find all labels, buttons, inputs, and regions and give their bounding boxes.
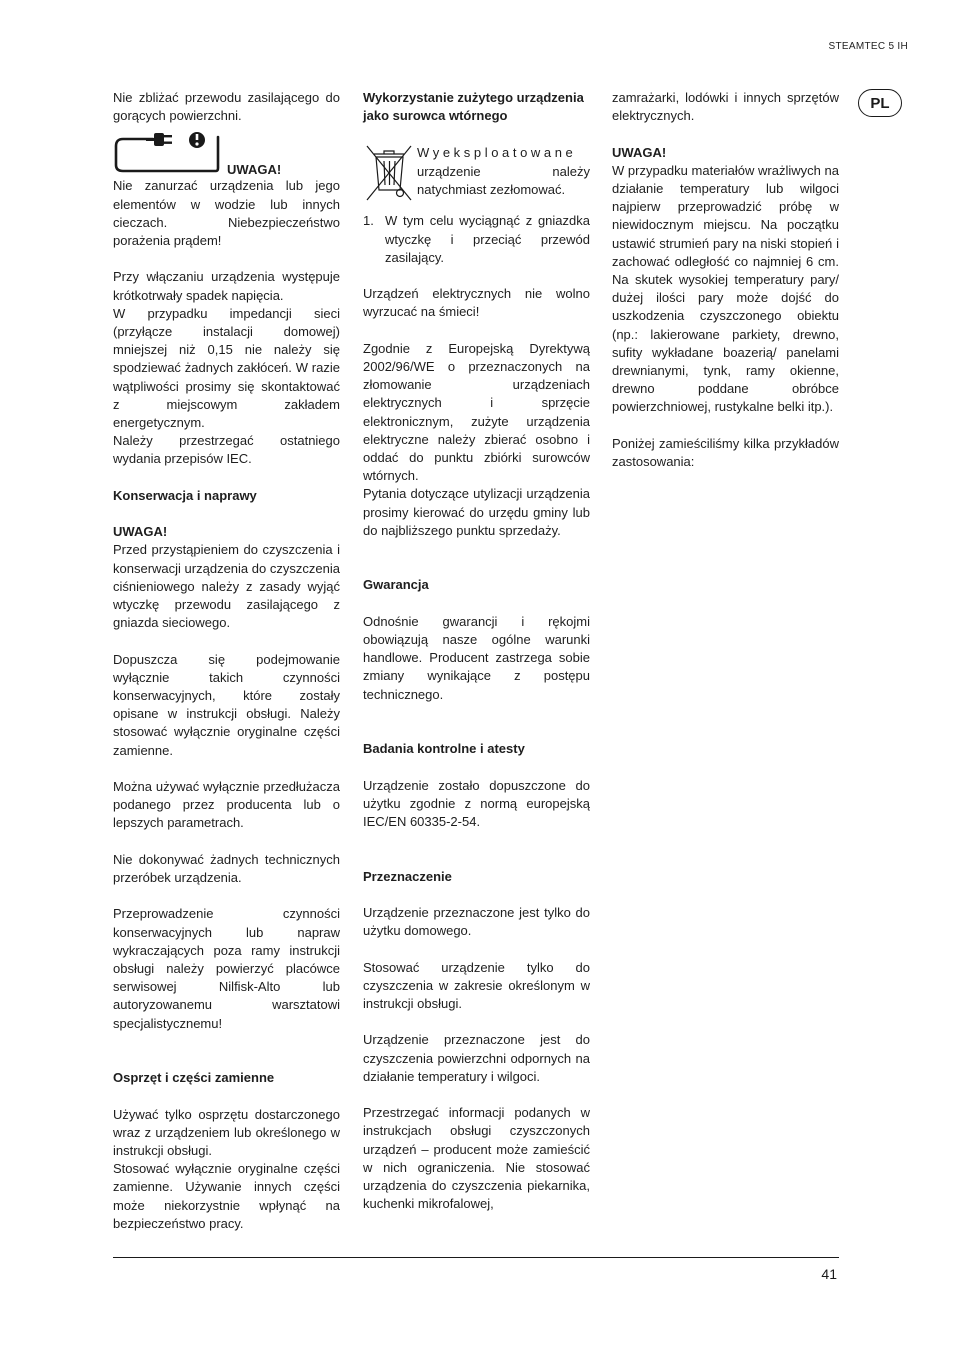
paragraph: Nie dokonywać żadnych technicznych przeróbek urządzenia. — [113, 851, 340, 886]
column-3 — [612, 89, 839, 471]
power-plug-warning-icon — [113, 131, 221, 177]
paragraph: Nie zanurzać urządzenia lub jego elementów w wodzie lub innych cieczach. Niebezpieczeństwo porażenia prądem! — [113, 178, 340, 249]
list-item — [363, 212, 590, 267]
paragraph: Można używać wyłącznie przedłużacza podanego przez producenta lub o lepszych parametrach. — [113, 779, 340, 831]
section-heading: Badania kontrolne i atesty — [363, 741, 525, 757]
column-1 — [113, 89, 340, 1233]
document-header-model: STEAMTEC 5 IH — [828, 41, 908, 52]
paragraph: Poniżej zamieściliśmy kilka przykładów zastosowania: — [612, 435, 839, 470]
paragraph: Stosować wyłącznie oryginalne części zamienne. Używanie innych części może niekorzystnie wpłynąć na bezpieczeństwo pracy. — [113, 1161, 340, 1231]
paragraph: Odnośnie gwarancji i rękojmi obowiązują nasze ogólne warunki handlowe. Producent zastrzega sobie zmiany wynikające z postępu technicznego. — [363, 613, 590, 702]
paragraph: Urządzenie zostało dopuszczone do użytku zgodnie z normą europejską IEC/EN 60335-2-54. — [363, 777, 590, 830]
crossed-out-wheelie-bin-icon — [363, 144, 415, 202]
section-heading: Wykorzystanie zużytego urządzenia jako surowca wtórnego — [363, 90, 584, 124]
paragraph: Urządzeń elektrycznych nie wolno wyrzucać na śmieci! — [363, 286, 590, 320]
paragraph: Stosować urządzenie tylko do czyszczenia w zakresie określonym w instrukcji obsługi. — [363, 959, 590, 1011]
paragraph: W przypadku impedancji sieci (przyłącze instalacji domowej) mniejszej niż 0,15 nie należy się spodziewać żadnych zakłóceń. W razie wątpliwości prosimy się skontaktować z miejscowym zakładem energetycznym. — [113, 305, 340, 431]
step-list — [363, 212, 590, 267]
paragraph: Pytania dotyczące utylizacji urządzenia prosimy kierować do urzędu gminy lub do najbliższego punktu sprzedaży. — [363, 486, 590, 538]
paragraph: Używać tylko osprzętu dostarczonego wraz z urządzeniem lub określonego w instrukcji obsługi. — [113, 1106, 340, 1159]
paragraph: Dopuszcza się podejmowanie wyłącznie takich czynności konserwacyjnych, które zostały opisane w instrukcji obsługi. Należy stosować wyłącznie oryginalne części zamienne. — [113, 651, 340, 758]
paragraph: Przeprowadzenie czynności konserwacyjnych lub napraw wykraczających poza ramy instrukcji obsługi należy powierzyć placówce serwisowej Nilfisk-Alto lub autoryzowanemu warsztatowi specjalistycznemu! — [113, 906, 340, 1031]
language-badge: PL — [858, 89, 902, 117]
disposal-text-rest: urządzenie należy natychmiast zezłomować. — [417, 163, 590, 197]
paragraph: Nie zbliżać przewodu zasilającego do gorących powierzchni. — [113, 90, 340, 124]
paragraph: Przy włączaniu urządzenia występuje krótkotrwały spadek napięcia. — [113, 269, 340, 303]
page-number: 41 — [821, 1266, 837, 1282]
warning-heading: UWAGA! — [227, 162, 282, 178]
paragraph: Należy przestrzegać ostatniego wydania przepisów IEC. — [113, 433, 340, 467]
column-2 — [363, 89, 590, 1213]
footer-divider — [113, 1257, 839, 1258]
disposal-text-lead: Wyeksploatowane — [417, 145, 577, 161]
section-heading: Gwarancja — [363, 577, 429, 593]
paragraph: Urządzenie przeznaczone jest do czyszczenia powierzchni odpornych na działanie temperatury i wilgoci. — [363, 1032, 590, 1084]
paragraph: Przestrzegać informacji podanych w instrukcjach obsługi czyszczonych urządzeń – producent może zamieścić w nich ograniczenia. Nie stosować urządzenia do czyszczenia piekarnika, kuchenki mikrofalowej, — [363, 1105, 590, 1212]
disposal-text — [417, 144, 590, 199]
paragraph: zamrażarki, lodówki i innych sprzętów elektrycznych. — [612, 90, 839, 124]
paragraph: Zgodnie z Europejską Dyrektywą 2002/96/WE o przeznaczonych na złomowanie urządzeniach elektrycznych i sprzęcie elektronicznym, zużyte urządzenia elektryczne należy zbierać osobno i oddać do punktu zbiórki surowców wtórnych. — [363, 340, 590, 484]
section-heading: Konserwacja i naprawy — [113, 487, 257, 503]
warning-heading: UWAGA! — [612, 144, 667, 160]
paragraph: Przed przystąpieniem do czyszczenia i konserwacji urządzenia do czyszczenia ciśnieniowego należy z zasady wyjąć wtyczkę przewodu zasilającego z gniazda sieciowego. — [113, 542, 340, 631]
disposal-notice — [363, 144, 590, 202]
step-text: W tym celu wyciągnąć z gniazdka wtyczkę i przeciąć przewód zasilający. — [385, 213, 590, 265]
step-number: 1. — [363, 213, 374, 229]
paragraph: W przypadku materiałów wrażliwych na działanie temperatury lub wilgoci najpierw przeprowadzić próbę w niewidocznym miejscu. Na początku ustawić strumień pary na niski stopień i zachować odległość co najmniej 6 cm. Na skutek wysokiej temperatury pary/ dużej ilości pary może dojść do uszkodzenia czyszczonego obiektu (np.: lakierowane parkiety, drewno, sufity wykładane boazerią/ panelami drewnianymi, tynk, ramy okienne, drewno poddane obróbce powierzchniowej, rustykalne belki itp.). — [612, 162, 839, 415]
section-heading: Osprzęt i części zamienne — [113, 1070, 275, 1086]
section-heading: Przeznaczenie — [363, 868, 452, 884]
warning-heading: UWAGA! — [113, 524, 168, 540]
paragraph: Urządzenie przeznaczone jest tylko do użytku domowego. — [363, 905, 590, 939]
plug-warning-row — [113, 131, 340, 177]
